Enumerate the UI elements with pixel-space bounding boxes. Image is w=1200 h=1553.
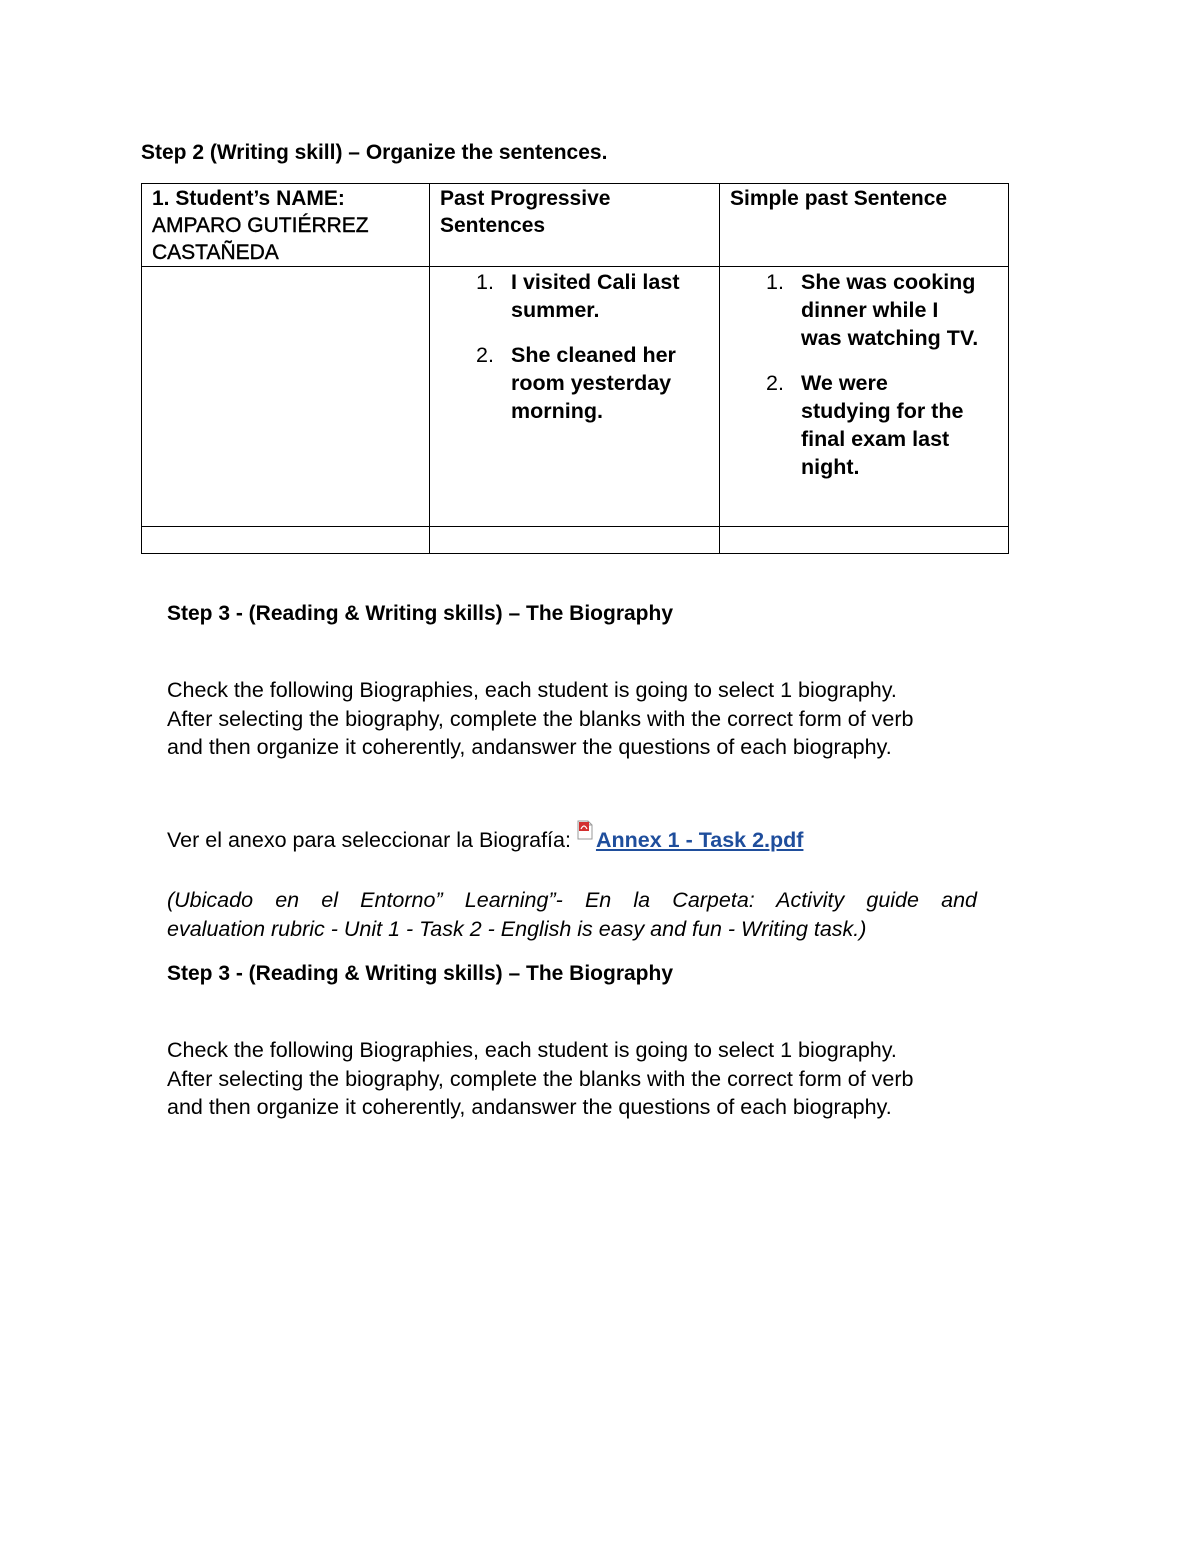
past-progressive-header-line-1: Past Progressive (440, 187, 611, 210)
annex-line (167, 826, 987, 855)
simple-past-header-text: Simple past Sentence (730, 187, 948, 210)
empty-cell (142, 527, 430, 554)
past-progressive-header (430, 184, 720, 267)
step3-paragraph-1: Check the following Biographies, each student is going to select 1 biography. After selecting the biography, complete the blanks with the correct form of verb and then organize it coherently, andanswer the questions of each biography. (167, 678, 914, 759)
student-name-line-1: AMPARO GUTIÉRREZ (152, 214, 369, 237)
student-name-line-2: CASTAÑEDA (152, 241, 279, 264)
student-empty-cell (142, 267, 430, 527)
pdf-file-icon (577, 820, 593, 840)
table-empty-row (142, 527, 1009, 554)
annex-pdf-link[interactable]: Annex 1 - Task 2.pdf (595, 828, 804, 852)
step3-heading-1: Step 3 - (Reading & Writing skills) – The Biography (167, 602, 674, 625)
simple-past-list (720, 268, 1008, 481)
simple-past-cell (720, 267, 1009, 527)
list-item: 2. She cleaned her room yesterday morning. (476, 343, 676, 423)
list-item: 1. She was cooking dinner while I was watching TV. (766, 270, 979, 350)
sentences-table (141, 183, 1009, 554)
annex-prefix: Ver el anexo para seleccionar la Biografía: (167, 828, 571, 852)
step3-paragraph-2: Check the following Biographies, each student is going to select 1 biography. After selecting the biography, complete the blanks with the correct form of verb and then organize it coherently, andanswer the questions of each biography. (167, 1038, 914, 1119)
past-progressive-cell (430, 267, 720, 527)
list-item: 1. I visited Cali last summer. (476, 270, 680, 322)
past-progressive-list (430, 268, 719, 425)
student-name-header (142, 184, 430, 267)
table-body-row (142, 267, 1009, 527)
table-header-row (142, 184, 1009, 267)
simple-past-header (720, 184, 1009, 267)
empty-cell (430, 527, 720, 554)
list-item: 2. We were studying for the final exam last night. (766, 371, 964, 479)
past-progressive-header-line-2: Sentences (440, 214, 546, 237)
location-note: (Ubicado en el Entorno” Learning”- En la Carpeta: Activity guide and evaluation rubric - Unit 1 - Task 2 - English is easy and fun - Writing task.) (167, 888, 977, 941)
step3-heading-2: Step 3 - (Reading & Writing skills) – The Biography (167, 962, 674, 985)
step2-heading: Step 2 (Writing skill) – Organize the sentences. (141, 141, 608, 164)
empty-cell (720, 527, 1009, 554)
student-name-label: 1. Student’s NAME: (152, 187, 345, 210)
